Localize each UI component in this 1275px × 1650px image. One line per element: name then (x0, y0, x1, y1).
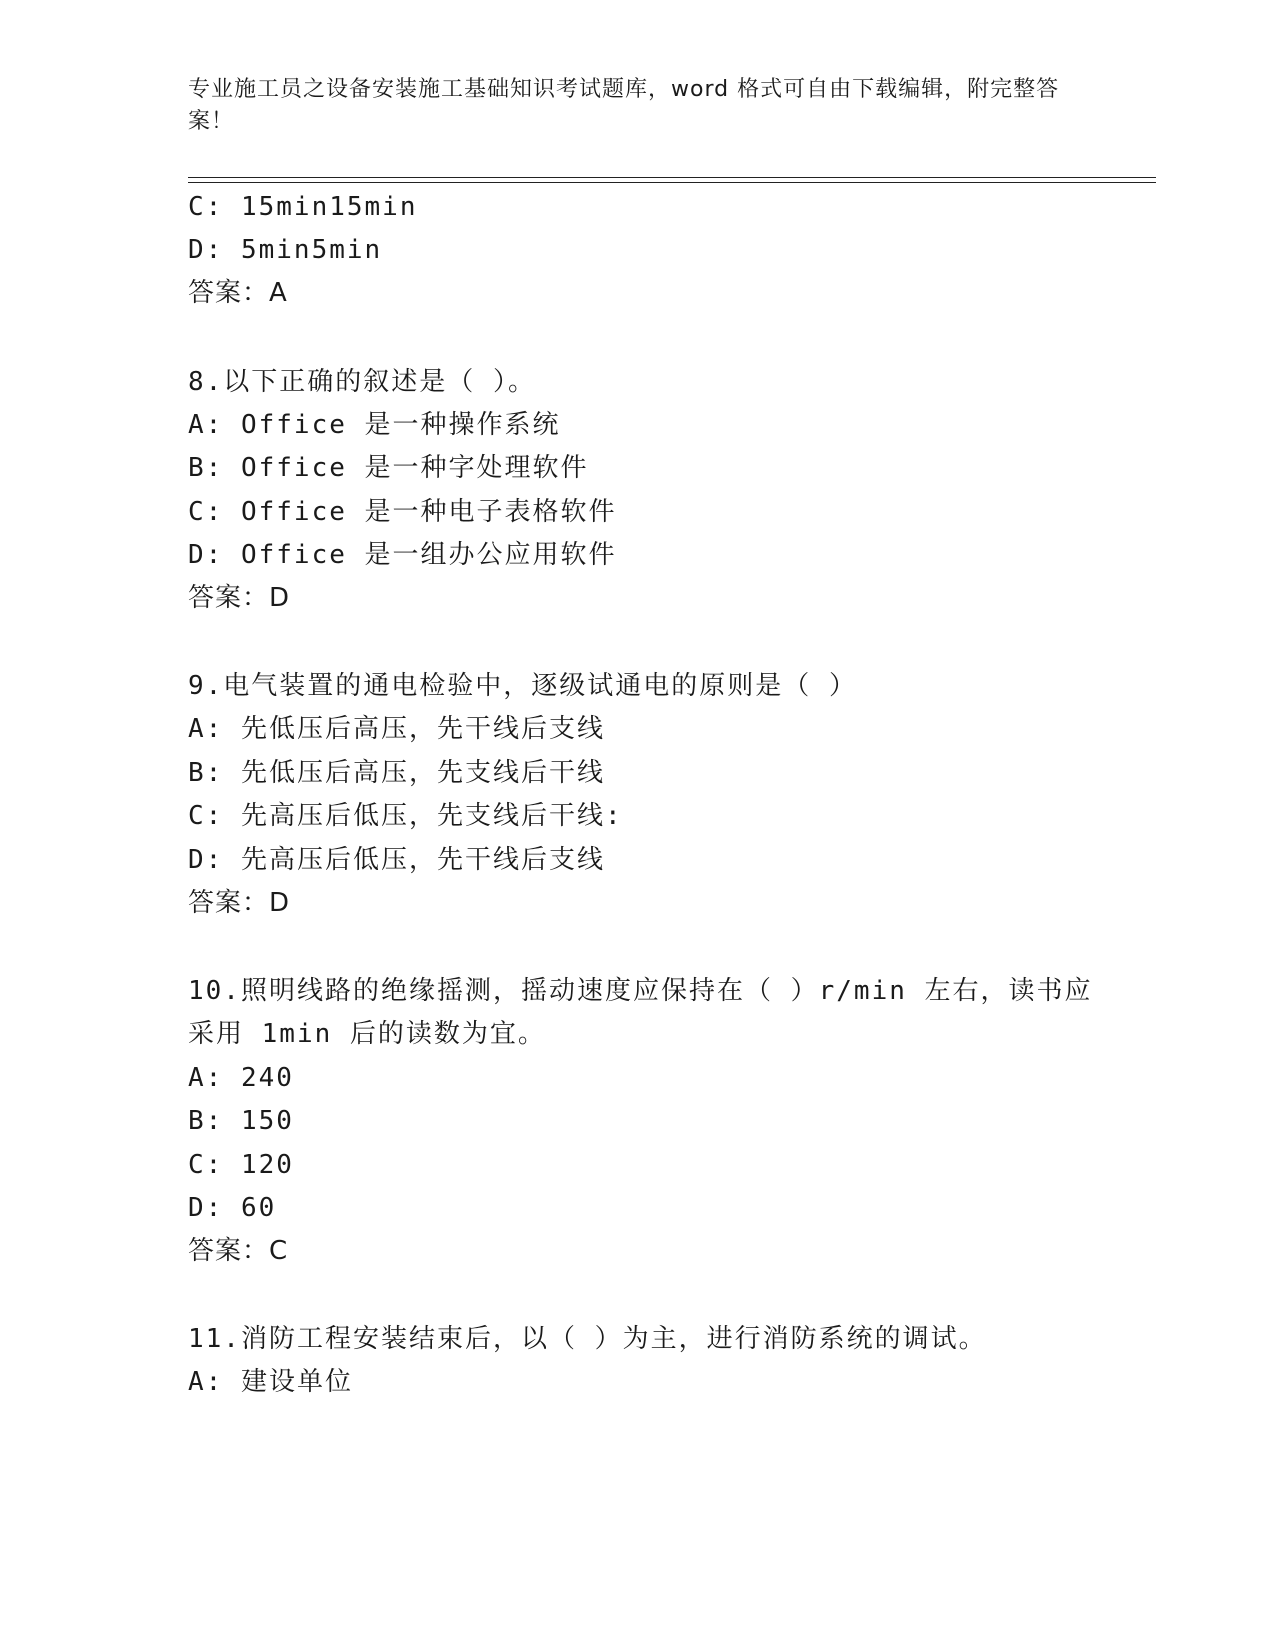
q7-option-c: C: 15min15min (188, 192, 418, 222)
q8-option-c: C: Office 是一种电子表格软件 (188, 497, 617, 527)
q9-option-a: A: 先低压后高压，先干线后支线 (188, 714, 605, 744)
q7-answer: 答案：A (188, 278, 288, 308)
q8-option-a: A: Office 是一种操作系统 (188, 410, 561, 440)
q9-answer: 答案：D (188, 888, 291, 918)
q8-answer: 答案：D (188, 583, 291, 613)
header-divider-top (188, 177, 1156, 178)
q9-option-c: C: 先高压后低压，先支线后干线: (188, 801, 623, 831)
q9-option-d: D: 先高压后低压，先干线后支线 (188, 845, 605, 875)
q10-option-a: A: 240 (188, 1063, 294, 1093)
q7-option-d: D: 5min5min (188, 235, 383, 265)
header-divider-bottom (188, 182, 1156, 183)
q10-option-d: D: 60 (188, 1193, 277, 1223)
q10-option-c: C: 120 (188, 1150, 294, 1180)
q8-question: 8.以下正确的叙述是（ ）。 (188, 367, 536, 397)
q9-question: 9.电气装置的通电检验中，逐级试通电的原则是（ ） (188, 671, 857, 701)
q10-question-line1: 10.照明线路的绝缘摇测，摇动速度应保持在（ ）r/min 左右，读书应 (188, 976, 1093, 1006)
q8-option-d: D: Office 是一组办公应用软件 (188, 540, 617, 570)
document-header: 专业施工员之设备安装施工基础知识考试题库，word 格式可自由下载编辑，附完整答案！ (188, 77, 1060, 134)
q10-answer: 答案：C (188, 1236, 289, 1266)
q10-question-line2: 采用 1min 后的读数为宜。 (188, 1019, 546, 1049)
q11-option-a: A: 建设单位 (188, 1367, 353, 1397)
q10-option-b: B: 150 (188, 1106, 294, 1136)
q9-option-b: B: 先低压后高压，先支线后干线 (188, 758, 605, 788)
q8-option-b: B: Office 是一种字处理软件 (188, 453, 589, 483)
q11-question: 11.消防工程安装结束后，以（ ）为主，进行消防系统的调试。 (188, 1324, 987, 1354)
